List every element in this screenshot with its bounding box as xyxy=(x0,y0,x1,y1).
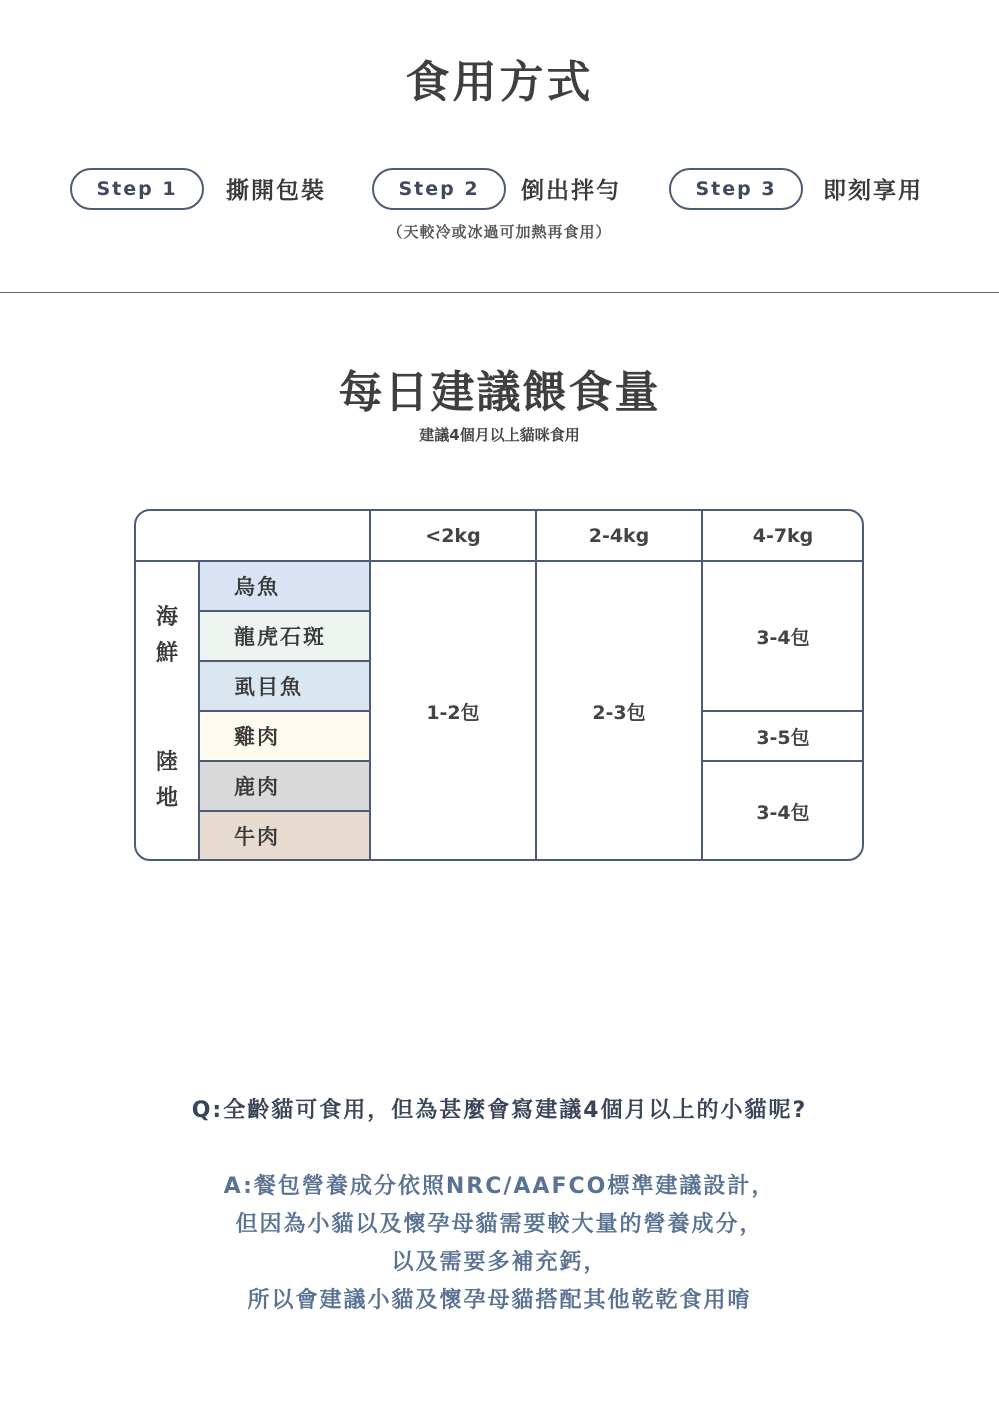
faq-question: Q:全齡貓可食用，但為甚麼會寫建議4個月以上的小貓呢? xyxy=(191,1098,808,1123)
column-rule xyxy=(535,511,537,861)
faq-answer-line-3: 以及需要多補充鈣， xyxy=(391,1250,608,1275)
header-under-2kg: <2kg xyxy=(425,525,481,547)
feeding-subtitle: 建議4個月以上貓咪食用 xyxy=(419,426,580,444)
value-4-7kg-seafood: 3-4包 xyxy=(756,626,810,649)
step-2-badge: Step 2 xyxy=(372,168,506,210)
usage-title: 食用方式 xyxy=(405,57,594,108)
step-3-badge: Step 3 xyxy=(669,168,803,210)
row-rule xyxy=(200,660,370,662)
value-4-7kg-venison-beef: 3-4包 xyxy=(756,801,810,824)
food-row-mullet: 烏魚 xyxy=(200,561,370,611)
section-divider xyxy=(0,292,999,293)
row-rule xyxy=(200,710,370,712)
food-row-milkfish: 虱目魚 xyxy=(200,661,370,711)
food-row-grouper: 龍虎石斑 xyxy=(200,611,370,661)
food-row-venison: 鹿肉 xyxy=(200,761,370,811)
value-2-4kg: 2-3包 xyxy=(592,701,646,724)
food-row-beef: 牛肉 xyxy=(200,811,370,861)
step-1-text: 撕開包裝 xyxy=(226,178,326,204)
header-rule xyxy=(136,560,864,562)
row-rule xyxy=(200,810,370,812)
row-rule xyxy=(200,760,370,762)
feeding-title: 每日建議餵食量 xyxy=(338,367,661,418)
category-land: 陸 地 xyxy=(155,750,178,811)
value-under-2kg: 1-2包 xyxy=(426,701,480,724)
row-rule xyxy=(200,610,370,612)
step-2-text: 倒出拌勻 xyxy=(521,178,621,204)
header-2-4kg: 2-4kg xyxy=(588,525,650,547)
feeding-table xyxy=(134,509,864,861)
column-rule xyxy=(198,561,200,861)
header-4-7kg: 4-7kg xyxy=(752,525,814,547)
column-rule xyxy=(369,511,371,861)
faq-answer-line-1: A:餐包營養成分依照NRC/AAFCO標準建議設計， xyxy=(223,1174,776,1199)
row-rule xyxy=(702,760,864,762)
step-1-badge: Step 1 xyxy=(70,168,204,210)
faq-answer-line-2: 但因為小貓以及懷孕母貓需要較大量的營養成分， xyxy=(235,1212,764,1237)
row-rule xyxy=(702,710,864,712)
faq-answer-line-4: 所以會建議小貓及懷孕母貓搭配其他乾乾食用唷 xyxy=(247,1288,752,1313)
heating-note: （天較冷或冰過可加熱再食用） xyxy=(387,223,612,241)
column-rule xyxy=(701,511,703,861)
category-seafood: 海 鮮 xyxy=(155,605,178,666)
value-4-7kg-chicken: 3-5包 xyxy=(756,726,810,749)
step-3-text: 即刻享用 xyxy=(823,178,923,204)
food-row-chicken: 雞肉 xyxy=(200,711,370,761)
